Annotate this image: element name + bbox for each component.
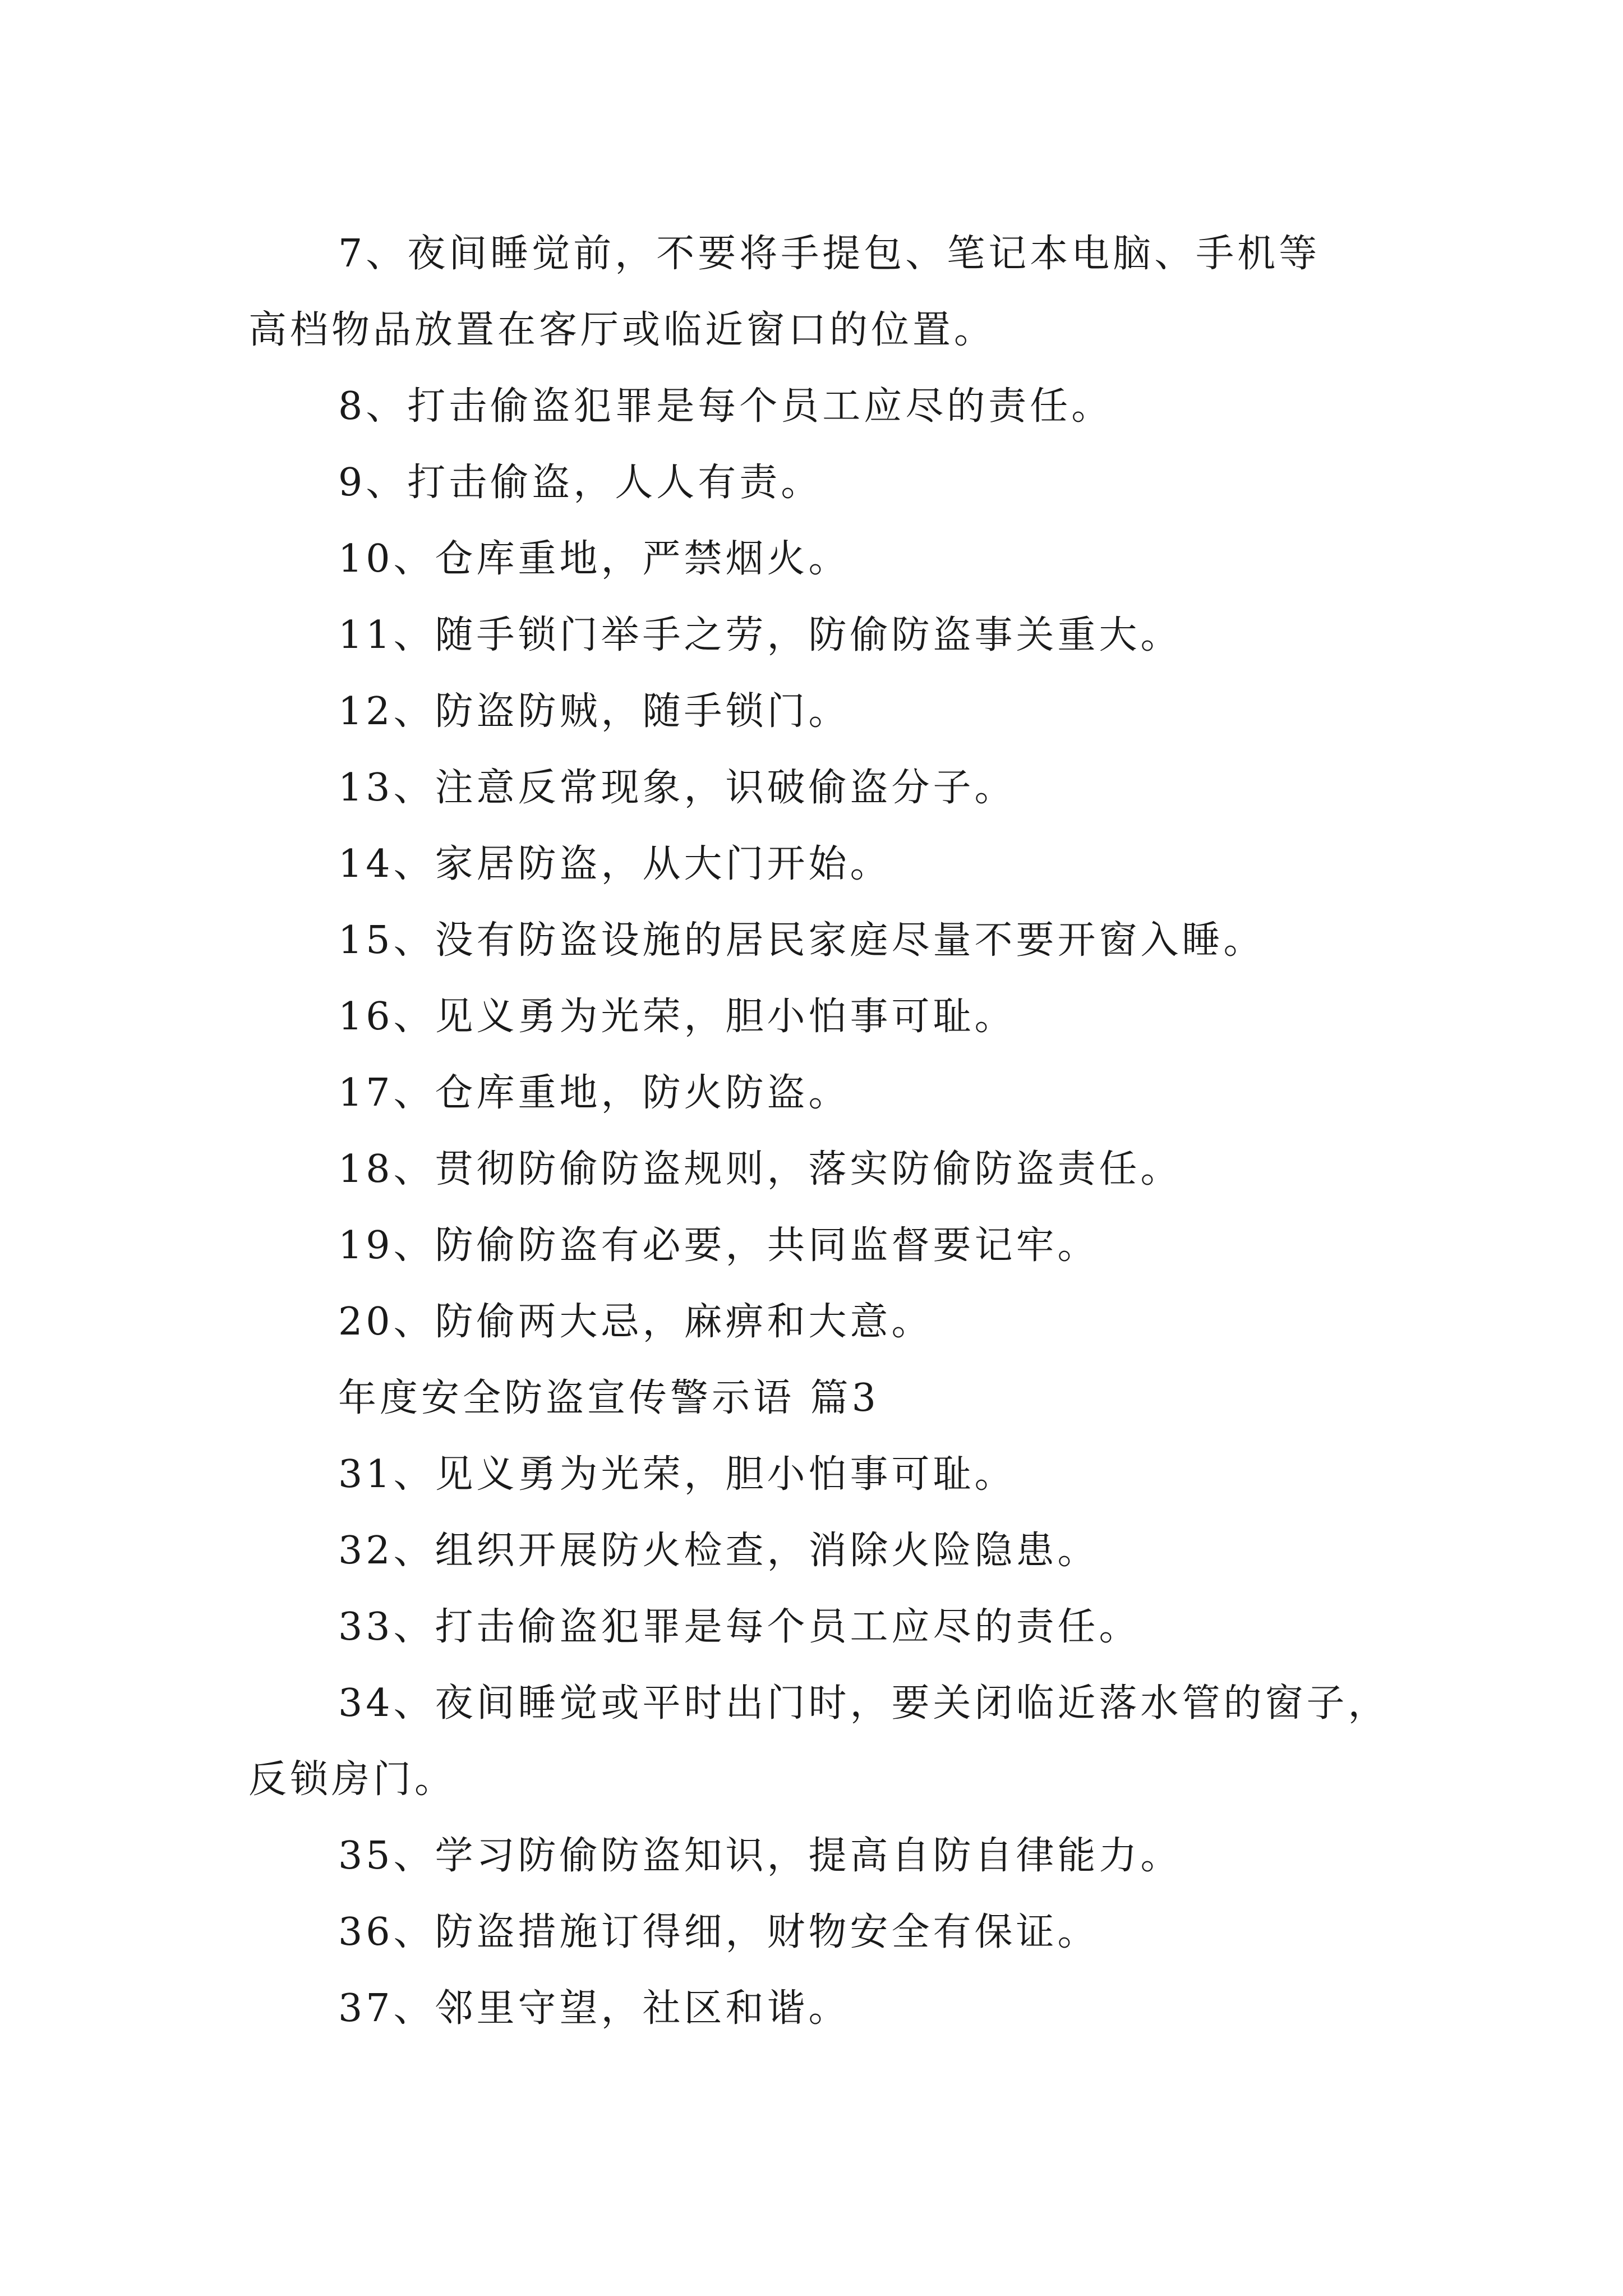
text-line: 10、仓库重地，严禁烟火。 (338, 537, 850, 581)
text-line: 12、防盗防贼，随手锁门。 (338, 689, 850, 734)
text-line: 16、见义勇为光荣，胆小怕事可耻。 (338, 995, 1016, 1039)
text-line: 36、防盗措施订得细，财物安全有保证。 (338, 1910, 1099, 1954)
text-line: 20、防偷两大忌，麻痹和大意。 (338, 1300, 933, 1344)
text-line: 8、打击偷盗犯罪是每个员工应尽的责任。 (338, 384, 1113, 429)
text-line: 14、家居防盗，从大门开始。 (338, 842, 892, 886)
text-line: 35、学习防偷防盗知识，提高自防自律能力。 (338, 1834, 1182, 1878)
section-heading: 年度安全防盗宣传警示语 篇3 (338, 1376, 879, 1420)
text-line: 高档物品放置在客厅或临近窗口的位置。 (248, 308, 996, 352)
text-line: 18、贯彻防偷防盗规则，落实防偷防盗责任。 (338, 1147, 1182, 1191)
text-line: 17、仓库重地，防火防盗。 (338, 1071, 850, 1115)
text-line: 13、注意反常现象，识破偷盗分子。 (338, 766, 1016, 810)
text-line: 34、夜间睡觉或平时出门时，要关闭临近落水管的窗子， (338, 1681, 1390, 1726)
text-line: 19、防偷防盗有必要，共同监督要记牢。 (338, 1223, 1099, 1268)
document-body (248, 216, 1390, 2047)
text-line: 9、打击偷盗，人人有责。 (338, 461, 823, 505)
text-line: 32、组织开展防火检查，消除火险隐患。 (338, 1529, 1099, 1573)
text-line: 7、夜间睡觉前，不要将手提包、笔记本电脑、手机等 (338, 232, 1321, 276)
text-line: 15、没有防盗设施的居民家庭尽量不要开窗入睡。 (338, 918, 1265, 963)
text-line: 11、随手锁门举手之劳，防偷防盗事关重大。 (338, 613, 1182, 657)
text-line: 33、打击偷盗犯罪是每个员工应尽的责任。 (338, 1605, 1141, 1649)
text-line: 反锁房门。 (248, 1757, 457, 1802)
text-line: 37、邻里守望，社区和谐。 (338, 1986, 850, 2031)
text-line: 31、见义勇为光荣，胆小怕事可耻。 (338, 1452, 1016, 1497)
